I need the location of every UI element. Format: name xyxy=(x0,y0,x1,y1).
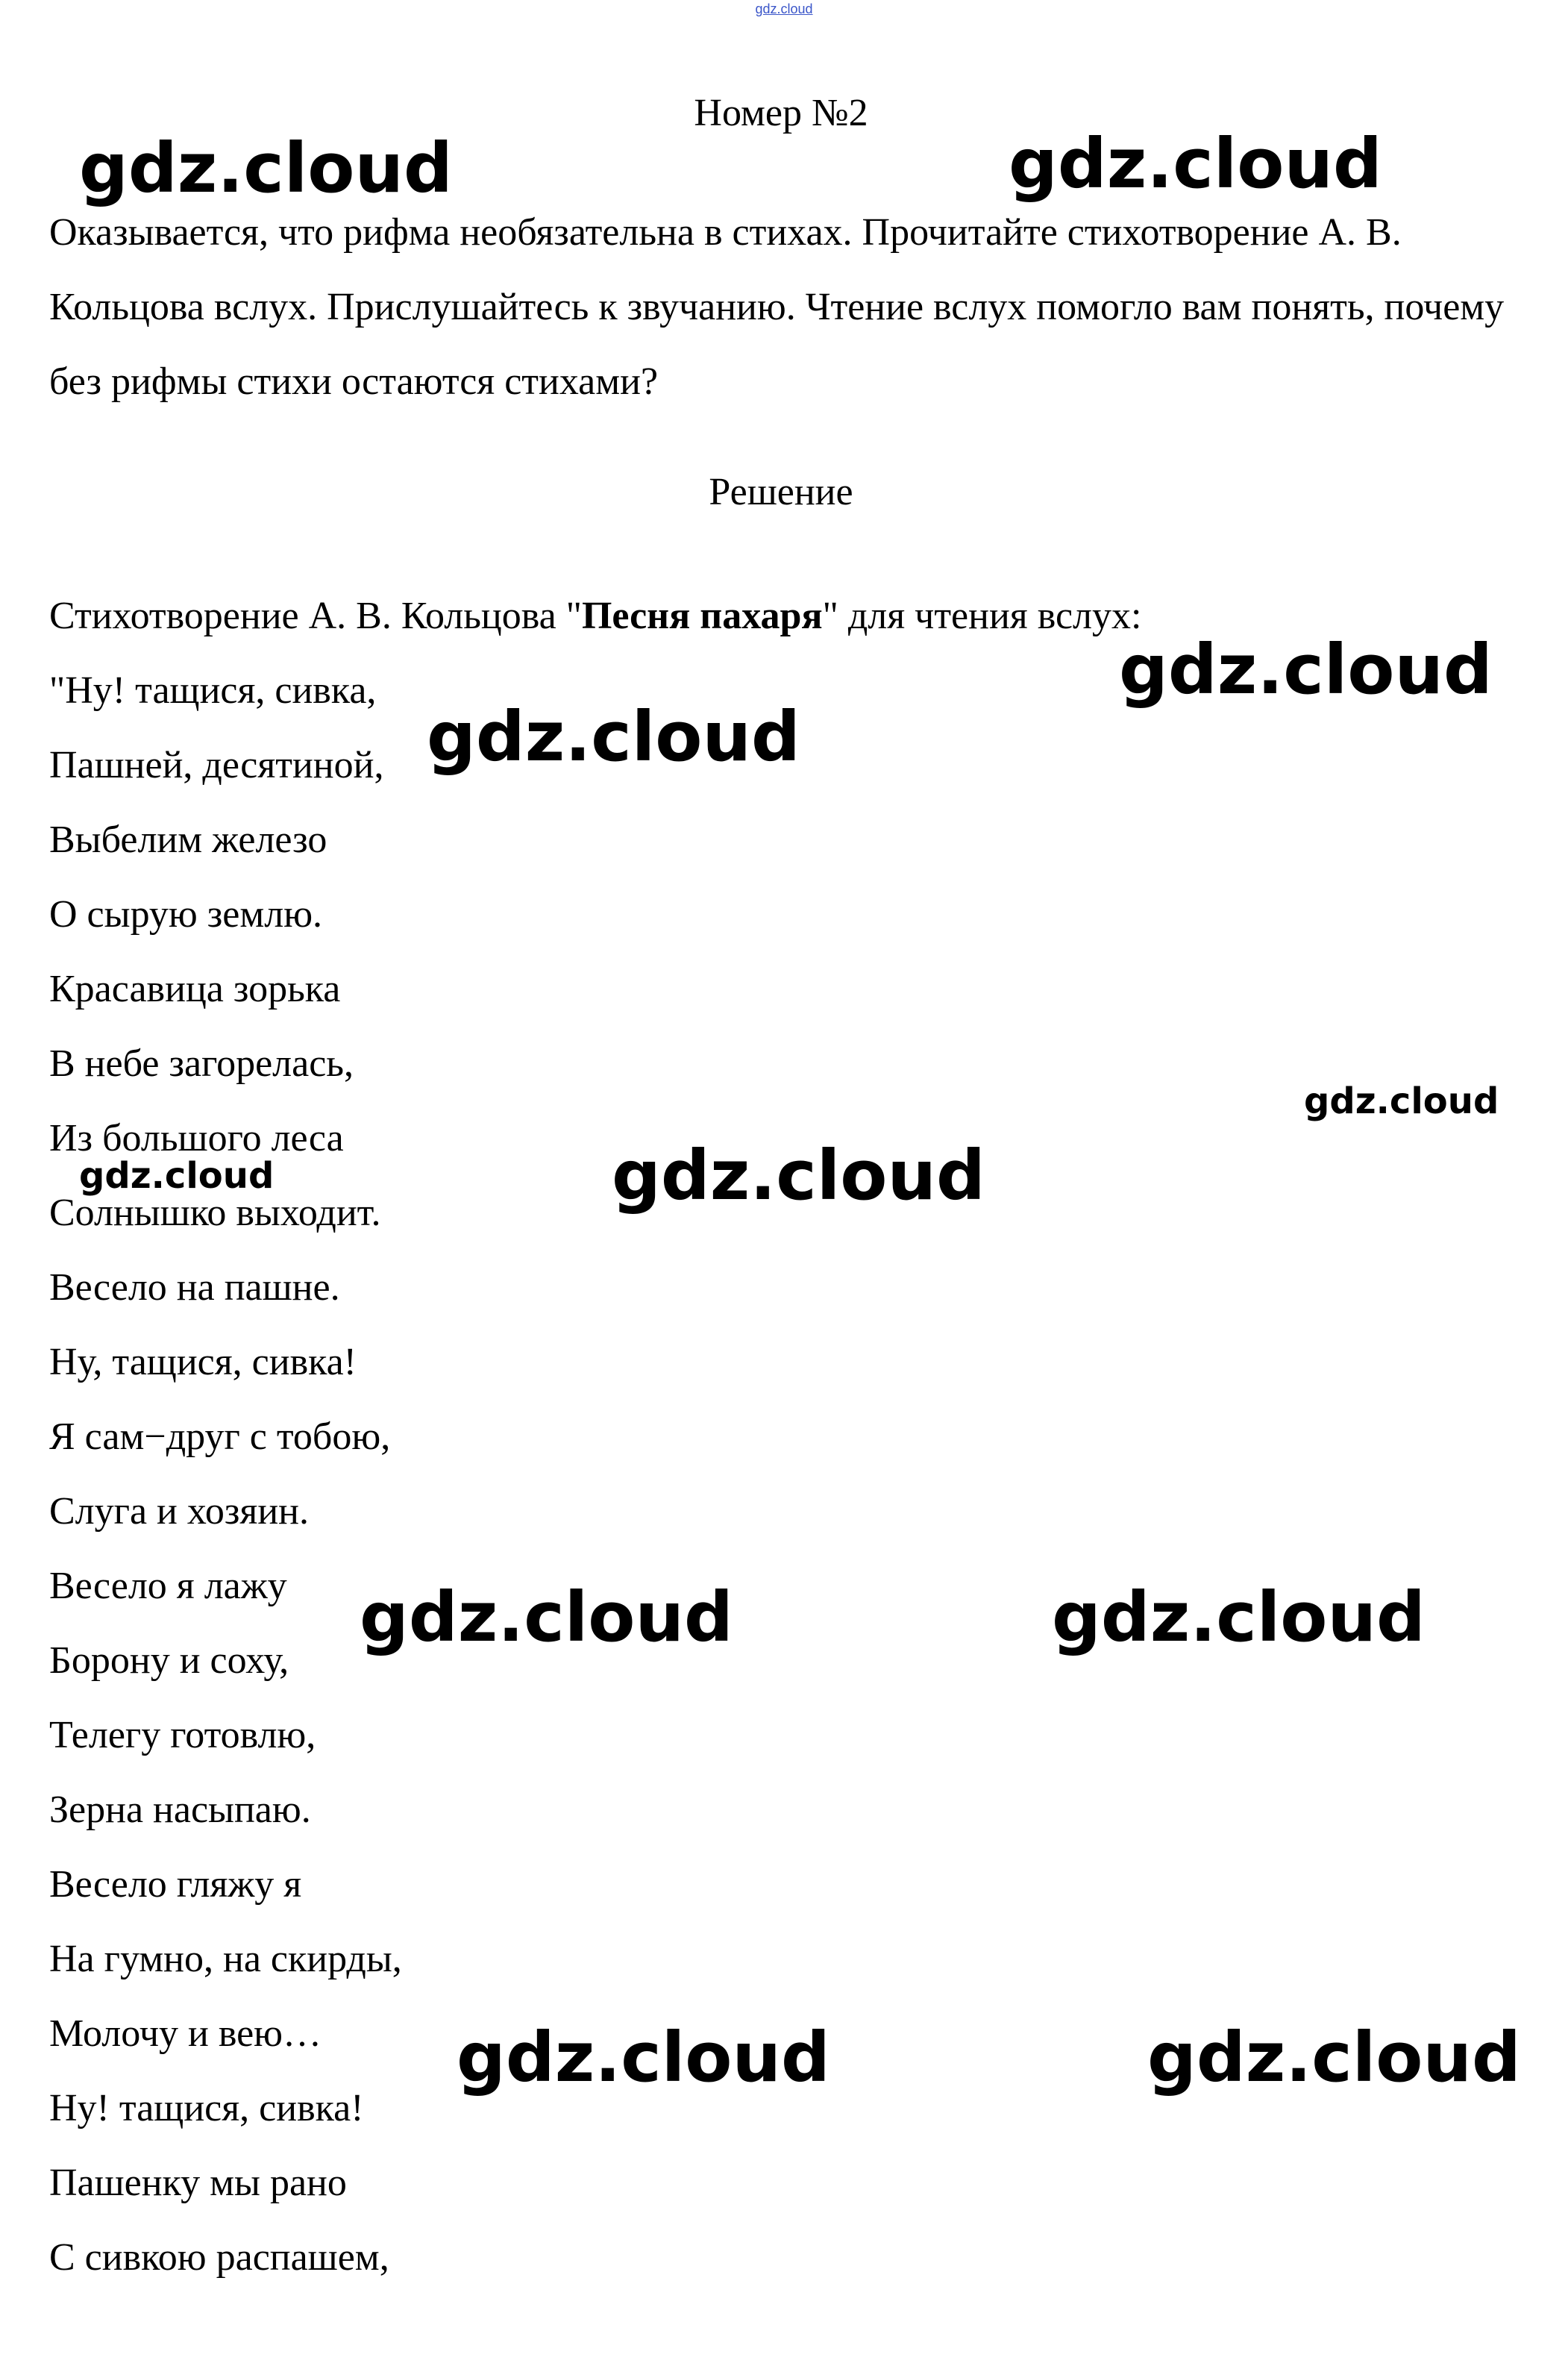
watermark: gdz.cloud xyxy=(1304,1080,1499,1122)
poem-line: Борону и соху, xyxy=(49,1639,289,1682)
page-title: Номер №2 xyxy=(694,92,868,134)
poem-line: Весело я лажу xyxy=(49,1565,287,1607)
poem-line: "Ну! тащися, сивка, xyxy=(49,669,377,712)
poem-line: Красавица зорька xyxy=(49,968,341,1010)
watermark: gdz.cloud xyxy=(427,697,800,777)
watermark: gdz.cloud xyxy=(1052,1577,1426,1657)
poem-line: В небе загорелась, xyxy=(49,1042,354,1085)
intro-text-before: Стихотворение А. В. Кольцова " xyxy=(49,595,582,637)
watermark: gdz.cloud xyxy=(457,2018,830,2097)
question-text: Оказывается, что рифма необязательна в стихах. Прочитайте стихотворение А. В. Кольцова вслух. Прислушайтесь к звучанию. Чтение вслух помогло вам понять, почему без рифмы стихи остаются стихами? xyxy=(49,211,1505,403)
poem-line: Слуга и хозяин. xyxy=(49,1490,310,1533)
watermark: gdz.cloud xyxy=(1119,630,1493,710)
solution-heading: Решение xyxy=(709,471,853,513)
poem-line: На гумно, на скирды, xyxy=(49,1938,402,1980)
poem-line: С сивкою распашем, xyxy=(49,2236,389,2279)
watermark: gdz.cloud xyxy=(360,1577,733,1657)
intro-text-after: " для чтения вслух: xyxy=(822,595,1142,637)
poem-intro xyxy=(49,579,1141,654)
poem-line: Выбелим железо xyxy=(49,819,327,861)
poem-line: Весело на пашне. xyxy=(49,1266,340,1309)
poem-line: Ну! тащися, сивка! xyxy=(49,2087,364,2129)
poem-line: Я сам−друг с тобою, xyxy=(49,1415,391,1458)
poem-lines xyxy=(49,654,402,2295)
watermark: gdz.cloud xyxy=(612,1136,985,1215)
poem-line: Пашней, десятиной, xyxy=(49,744,384,786)
watermark: gdz.cloud xyxy=(1009,124,1382,204)
poem-line: Телегу готовлю, xyxy=(49,1714,316,1756)
poem-line: Солнышко выходит. xyxy=(49,1192,381,1234)
watermark: gdz.cloud xyxy=(79,128,453,208)
watermark: gdz.cloud xyxy=(1147,2018,1521,2097)
poem-line: Пашенку мы рано xyxy=(49,2162,347,2204)
poem-title: Песня пахаря xyxy=(581,595,823,637)
poem-line: О сырую землю. xyxy=(49,893,323,936)
poem-line: Зерна насыпаю. xyxy=(49,1788,311,1831)
top-watermark-link: gdz.cloud xyxy=(755,1,813,16)
poem-line: Ну, тащися, сивка! xyxy=(49,1341,357,1383)
watermark: gdz.cloud xyxy=(79,1155,275,1197)
poem-line: Из большого леса xyxy=(49,1117,344,1159)
poem-line: Весело гляжу я xyxy=(49,1863,302,1906)
poem-line: Молочу и вею… xyxy=(49,2012,322,2055)
